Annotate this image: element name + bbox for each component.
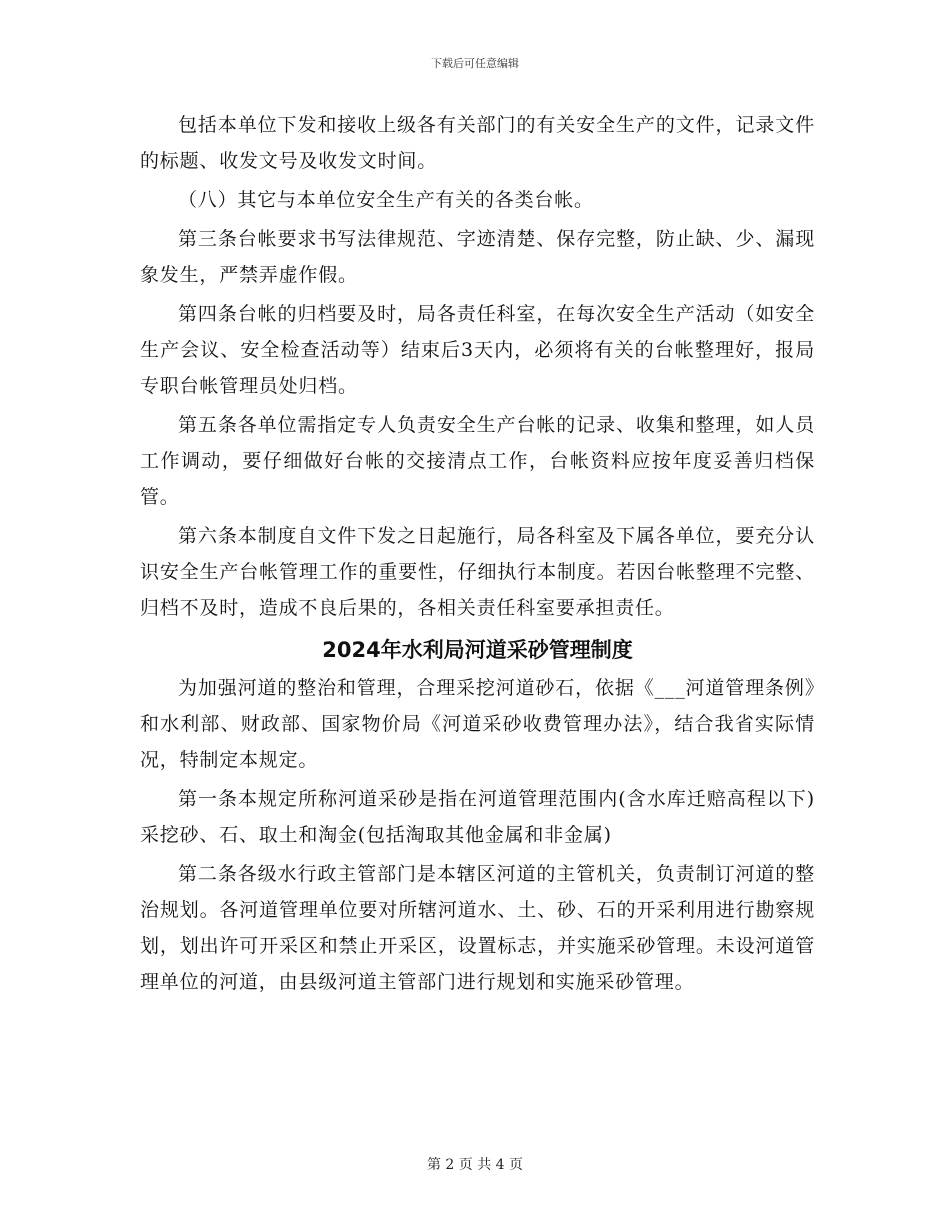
page-footer: 第 2 页 共 4 页 xyxy=(426,1157,524,1173)
paragraph: 第一条本规定所称河道采砂是指在河道管理范围内(含水库迁赔高程以下)采挖砂、石、取土和淘金(包括淘取其他金属和非金属) xyxy=(140,788,815,846)
paragraph: 为加强河道的整治和管理，合理采挖河道砂石，依据《___河道管理条例》和水利部、财政部、国家物价局《河道采砂收费管理办法》，结合我省实际情况，特制定本规定。 xyxy=(140,677,815,771)
paragraph: 包括本单位下发和接收上级各有关部门的有关安全生产的文件，记录文件的标题、收发文号及收发文时间。 xyxy=(140,114,815,172)
paragraph: 第四条台帐的归档要及时，局各责任科室，在每次安全生产活动（如安全生产会议、安全检查活动等）结束后3天内，必须将有关的台帐整理好，报局专职台帐管理员处归档。 xyxy=(140,303,815,397)
document-body xyxy=(140,107,815,1003)
paragraph: 第五条各单位需指定专人负责安全生产台帐的记录、收集和整理，如人员工作调动，要仔细做好台帐的交接清点工作，台帐资料应按年度妥善归档保管。 xyxy=(140,414,815,508)
paragraph: 第三条台帐要求书写法律规范、字迹清楚、保存完整，防止缺、少、漏现象发生，严禁弄虚作假。 xyxy=(140,228,815,286)
section-title: 2024年水利局河道采砂管理制度 xyxy=(322,638,633,662)
paragraph: 第二条各级水行政主管部门是本辖区河道的主管机关，负责制订河道的整治规划。各河道管理单位要对所辖河道水、土、砂、石的开采利用进行勘察规划，划出许可开采区和禁止开采区，设置标志，并实施采砂管理。未设河道管理单位的河道，由县级河道主管部门进行规划和实施采砂管理。 xyxy=(140,863,815,993)
page-header: 下载后可任意编辑 xyxy=(431,57,519,70)
paragraph: （八）其它与本单位安全生产有关的各类台帐。 xyxy=(178,189,594,211)
paragraph: 第六条本制度自文件下发之日起施行，局各科室及下属各单位，要充分认识安全生产台帐管理工作的重要性，仔细执行本制度。若因台帐整理不完整、归档不及时，造成不良后果的，各相关责任科室要承担责任。 xyxy=(140,525,815,619)
